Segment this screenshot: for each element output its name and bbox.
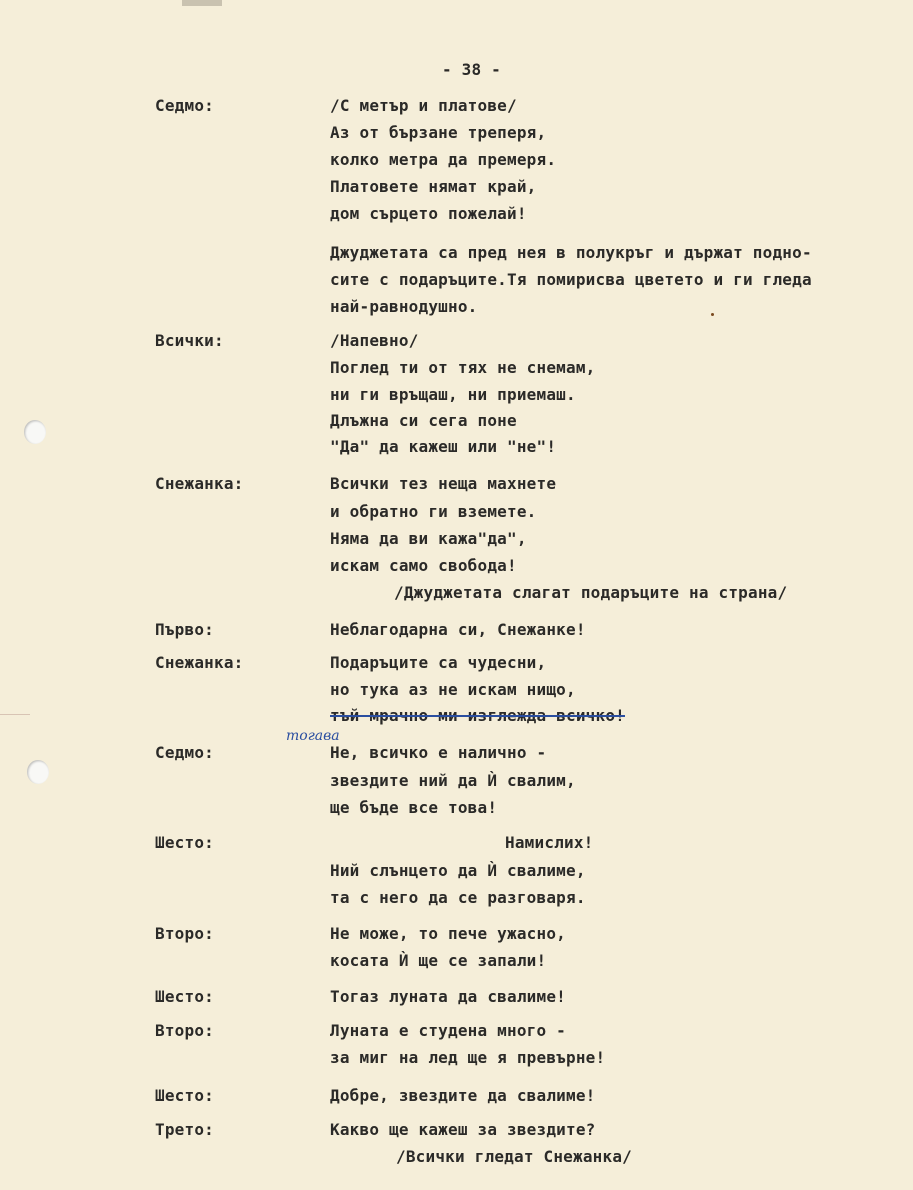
verse-line: Поглед ти от тях не снемам, (330, 358, 596, 377)
stage-direction-line: най-равнодушно. (330, 297, 478, 316)
ink-speck (711, 313, 714, 316)
verse-line: за миг на лед ще я превърне! (330, 1048, 606, 1067)
speaker-label: Всички: (155, 331, 224, 350)
struck-verse-line: тъй мрачно ми изглежда всичко! (330, 706, 625, 725)
speaker-label: Шесто: (155, 1086, 214, 1105)
verse-line: Намислих! (505, 833, 594, 852)
punch-hole-upper (24, 420, 46, 444)
stage-direction: /Джуджетата слагат подаръците на страна/ (394, 583, 788, 602)
speaker-label: Шесто: (155, 987, 214, 1006)
verse-line: Тогаз луната да свалиме! (330, 987, 566, 1006)
page-number: - 38 - (442, 60, 501, 79)
stage-direction: /Всички гледат Снежанка/ (396, 1147, 632, 1166)
verse-line: искам само свобода! (330, 556, 517, 575)
punch-hole-lower (27, 760, 49, 784)
handwritten-insertion: тогава (286, 728, 340, 744)
verse-line: звездите ний да Ѝ свалим, (330, 771, 576, 790)
verse-line: Платовете нямат край, (330, 177, 537, 196)
speaker-label: Трето: (155, 1120, 214, 1139)
speaker-label: Снежанка: (155, 653, 244, 672)
verse-line: Какво ще кажеш за звездите? (330, 1120, 596, 1139)
speaker-label: Шесто: (155, 833, 214, 852)
verse-line: ни ги връщаш, ни приемаш. (330, 385, 576, 404)
verse-line: Длъжна си сега поне (330, 411, 517, 430)
speaker-label: Второ: (155, 924, 214, 943)
verse-line: та с него да се разговаря. (330, 888, 586, 907)
scan-mark (182, 0, 222, 6)
stage-direction-line: Джуджетата са пред нея в полукръг и държат подно- (330, 243, 812, 262)
verse-line: "Да" да кажеш или "не"! (330, 437, 557, 456)
verse-line: но тука аз не искам нищо, (330, 680, 576, 699)
verse-line: Неблагодарна си, Снежанке! (330, 620, 586, 639)
verse-line: Всички тез неща махнете (330, 474, 557, 493)
verse-line: Добре, звездите да свалиме! (330, 1086, 596, 1105)
speaker-label: Първо: (155, 620, 214, 639)
stage-direction-line: сите с подаръците.Тя помирисва цветето и ги гледа (330, 270, 812, 289)
verse-line: Не, всичко е налично - (330, 743, 547, 762)
verse-line: дом сърцето пожелай! (330, 204, 527, 223)
speaker-label: Седмо: (155, 96, 214, 115)
speaker-label: Седмо: (155, 743, 214, 762)
verse-line: Подаръците са чудесни, (330, 653, 547, 672)
verse-line: колко метра да премеря. (330, 150, 557, 169)
speaker-label: Второ: (155, 1021, 214, 1040)
verse-line: Ний слънцето да Ѝ свалиме, (330, 861, 586, 880)
verse-line: Няма да ви кажа"да", (330, 529, 527, 548)
verse-line: Аз от бързане треперя, (330, 123, 547, 142)
fold-mark (0, 714, 30, 715)
verse-line: Не може, то пече ужасно, (330, 924, 566, 943)
verse-line: и обратно ги вземете. (330, 502, 537, 521)
verse-line: Луната е студена много - (330, 1021, 566, 1040)
stage-direction: /Напевно/ (330, 331, 419, 350)
speaker-label: Снежанка: (155, 474, 244, 493)
verse-line: ще бъде все това! (330, 798, 498, 817)
stage-direction: /С метър и платове/ (330, 96, 517, 115)
verse-line: косата Ѝ ще се запали! (330, 951, 547, 970)
